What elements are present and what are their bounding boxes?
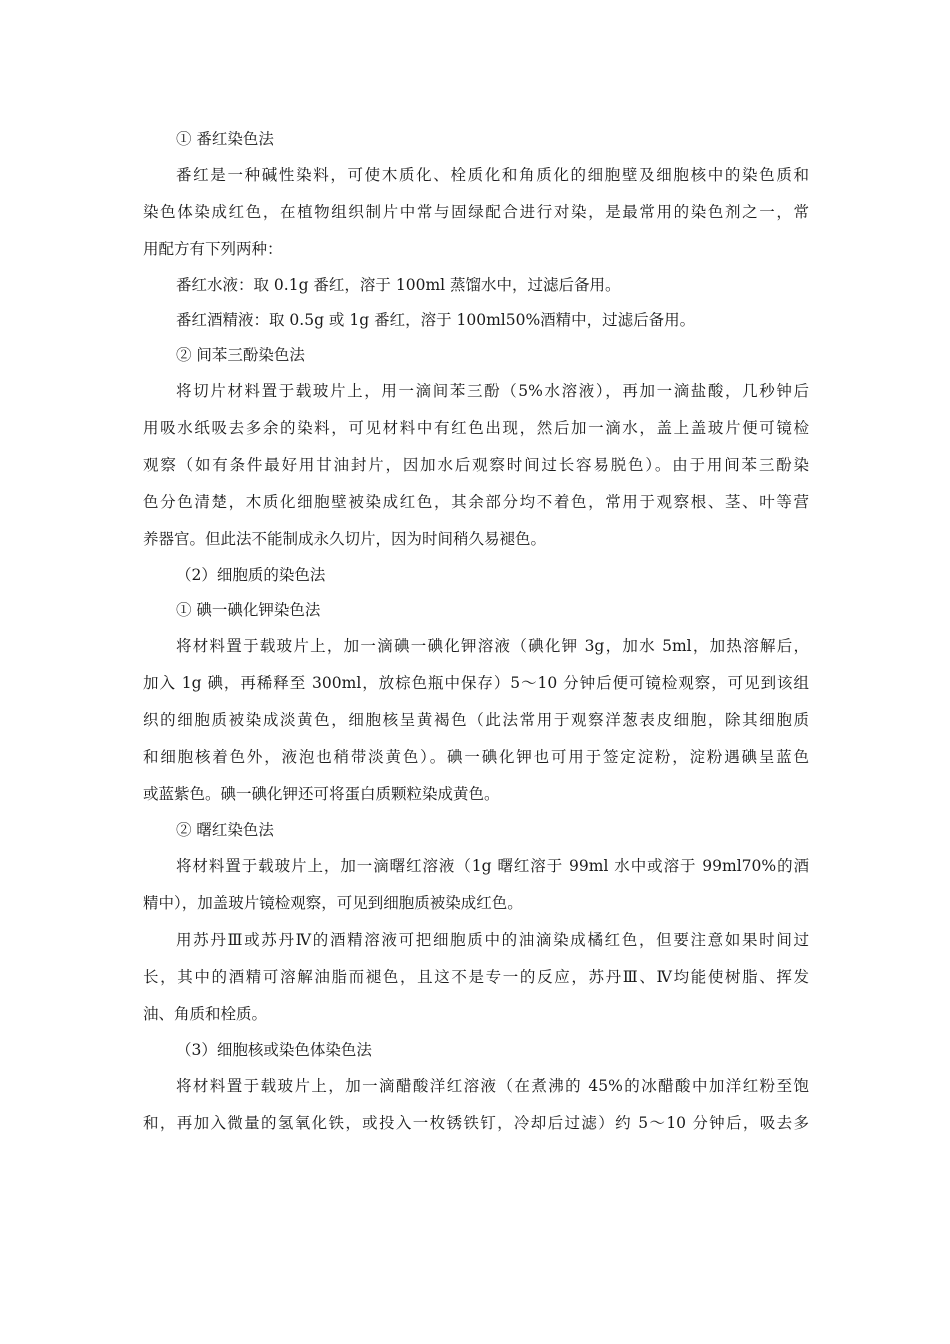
- section-heading-phloroglucinol: ② 间苯三酚染色法: [176, 346, 305, 364]
- paragraph-line: 和细胞核着色外，液泡也稍带淡黄色）。碘一碘化钾也可用于签定淀粉，淀粉遇碘呈蓝色: [143, 748, 809, 766]
- paragraph-line: 用苏丹Ⅲ或苏丹Ⅳ的酒精溶液可把细胞质中的油滴染成橘红色，但要注意如果时间过: [176, 931, 809, 949]
- section-heading-safranin: ① 番红染色法: [176, 130, 274, 148]
- paragraph-line: 将切片材料置于载玻片上，用一滴间苯三酚（5%水溶液），再加一滴盐酸，几秒钟后: [176, 382, 809, 400]
- paragraph-line: 用配方有下列两种：: [143, 240, 283, 258]
- section-heading-cytoplasm-staining: （2）细胞质的染色法: [176, 566, 326, 584]
- paragraph-line: 养器官。但此法不能制成永久切片，因为时间稍久易褪色。: [143, 530, 547, 548]
- section-heading-nucleus-staining: （3）细胞核或染色体染色法: [176, 1041, 372, 1059]
- paragraph-line: 织的细胞质被染成淡黄色，细胞核呈黄褐色（此法常用于观察洋葱表皮细胞，除其细胞质: [143, 711, 809, 729]
- paragraph-line: 观察（如有条件最好用甘油封片，因加水后观察时间过长容易脱色）。由于用间苯三酚染: [143, 456, 809, 474]
- section-heading-eosin: ② 曙红染色法: [176, 821, 274, 839]
- paragraph-line: 用吸水纸吸去多余的染料，可见材料中有红色出现，然后加一滴水，盖上盖玻片便可镜检: [143, 419, 809, 437]
- paragraph-line: 加入 1g 碘，再稀释至 300ml，放棕色瓶中保存）5～10 分钟后便可镜检观察，可见到该组: [143, 674, 809, 692]
- paragraph-line: 染色体染成红色，在植物组织制片中常与固绿配合进行对染，是最常用的染色剂之一，常: [143, 203, 809, 221]
- document-body: [143, 122, 809, 1142]
- paragraph-line: 番红酒精液：取 0.5g 或 1g 番红，溶于 100ml50%酒精中，过滤后备用。: [176, 311, 696, 329]
- paragraph-line: 和，再加入微量的氢氧化铁，或投入一枚锈铁钉，冷却后过滤）约 5～10 分钟后，吸去多: [143, 1114, 809, 1132]
- paragraph-line: 油、角质和栓质。: [143, 1005, 268, 1023]
- section-heading-iodine: ① 碘一碘化钾染色法: [176, 601, 321, 619]
- paragraph-line: 将材料置于载玻片上，加一滴曙红溶液（1g 曙红溶于 99ml 水中或溶于 99ml70%的酒: [176, 857, 809, 875]
- paragraph-line: 番红水液：取 0.1g 番红，溶于 100ml 蒸馏水中，过滤后备用。: [176, 276, 621, 294]
- paragraph-line: 将材料置于载玻片上，加一滴醋酸洋红溶液（在煮沸的 45%的冰醋酸中加洋红粉至饱: [176, 1077, 809, 1095]
- paragraph-line: 色分色清楚，木质化细胞壁被染成红色，其余部分均不着色，常用于观察根、茎、叶等营: [143, 493, 809, 511]
- paragraph-line: 将材料置于载玻片上，加一滴碘一碘化钾溶液（碘化钾 3g，加水 5ml，加热溶解后，: [176, 637, 809, 655]
- paragraph-line: 长，其中的酒精可溶解油脂而褪色，且这不是专一的反应，苏丹Ⅲ、Ⅳ均能使树脂、挥发: [143, 968, 809, 986]
- paragraph-line: 番红是一种碱性染料，可使木质化、栓质化和角质化的细胞壁及细胞核中的染色质和: [176, 166, 809, 184]
- paragraph-line: 精中），加盖玻片镜检观察，可见到细胞质被染成红色。: [143, 894, 523, 912]
- paragraph-line: 或蓝紫色。碘一碘化钾还可将蛋白质颗粒染成黄色。: [143, 785, 500, 803]
